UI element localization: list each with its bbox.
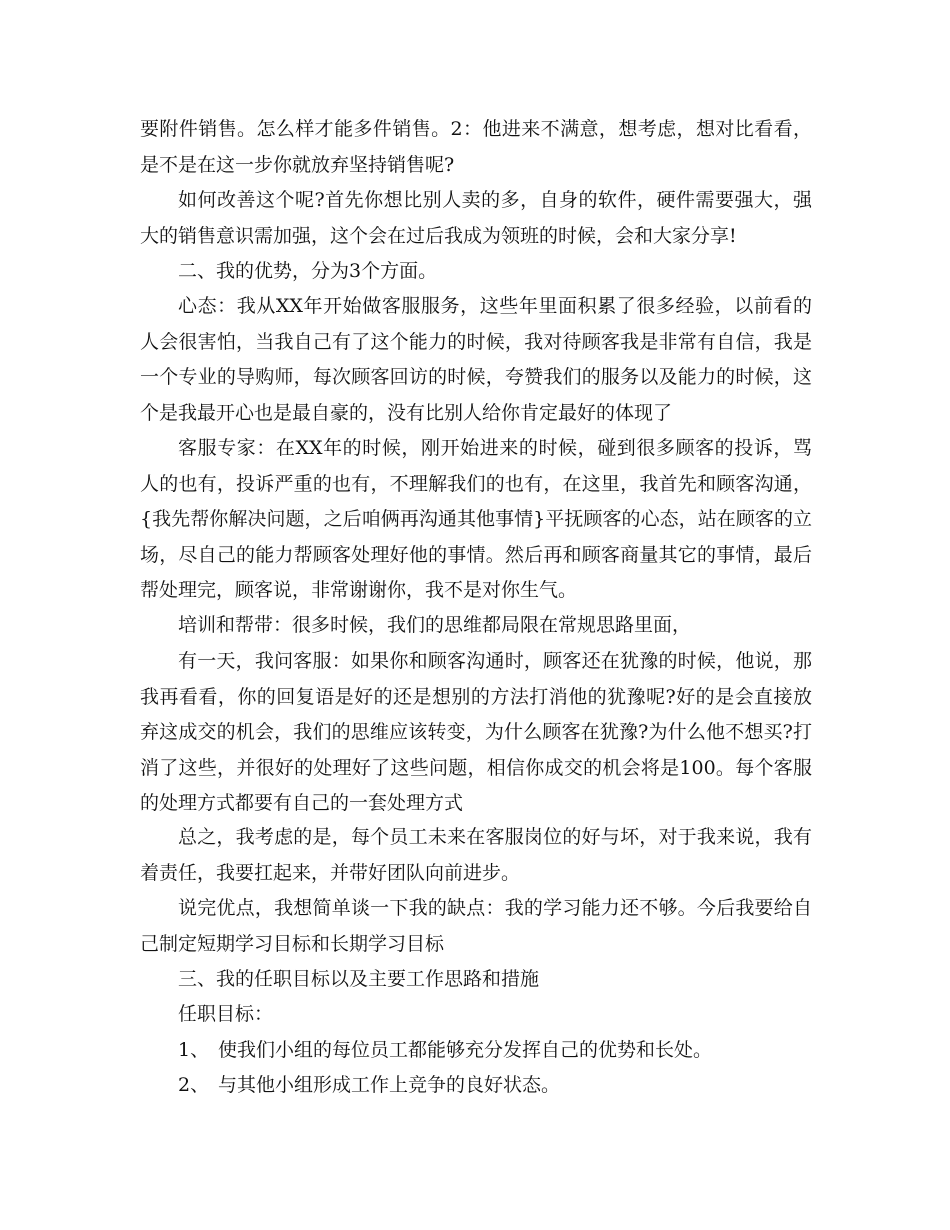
paragraph-mindset: 心态：我从XX年开始做客服服务，这些年里面积累了很多经验，以前看的人会很害怕，当我自己有了这个能力的时候，我对待顾客我是非常有自信，我是一个专业的导购师，每次顾客回访的时候，夸赞我们的服务以及能力的时候，这个是我最开心也是最自豪的，没有比别人给你肯定最好的体现了	[140, 295, 812, 424]
section-heading-goals: 三、我的任职目标以及主要工作思路和措施	[178, 968, 540, 990]
paragraph-goal-label: 任职目标：	[178, 1003, 274, 1025]
list-item	[178, 1033, 712, 1069]
paragraph-service-expert: 客服专家：在XX年的时候，刚开始进来的时候，碰到很多顾客的投诉，骂人的也有，投诉严重的也有，不理解我们的也有，在这里，我首先和顾客沟通，{我先帮你解决问题，之后咱俩再沟通其他事情}平抚顾客的心态，站在顾客的立场，尽自己的能力帮顾客处理好他的事情。然后再和顾客商量其它的事情，最后帮处理完，顾客说，非常谢谢你，我不是对你生气。	[140, 437, 812, 601]
list-text: 与其他小组形成工作上竞争的良好状态。	[218, 1074, 561, 1096]
list-number: 2、	[178, 1074, 210, 1096]
paragraph-continued: 要附件销售。怎么样才能多件销售。2：他进来不满意，想考虑，想对比看看，是不是在这一步你就放弃坚持销售呢?	[140, 118, 812, 176]
list-number: 1、	[178, 1039, 210, 1061]
list-text: 使我们小组的每位员工都能够充分发挥自己的优势和长处。	[218, 1039, 713, 1061]
paragraph-in-summary: 总之，我考虑的是，每个员工未来在客服岗位的好与坏，对于我来说，我有着责任，我要扛起来，并带好团队向前进步。	[140, 826, 812, 884]
list-item	[178, 1068, 560, 1104]
paragraph-improve: 如何改善这个呢?首先你想比别人卖的多，自身的软件，硬件需要强大，强大的销售意识需加强，这个会在过后我成为领班的时候，会和大家分享!	[140, 189, 812, 247]
paragraph-weakness: 说完优点，我想简单谈一下我的缺点：我的学习能力还不够。今后我要给自己制定短期学习目标和长期学习目标	[140, 897, 812, 955]
section-heading-advantages: 二、我的优势，分为3个方面。	[178, 260, 438, 282]
paragraph-training: 培训和帮带：很多时候，我们的思维都局限在常规思路里面，	[178, 614, 692, 636]
paragraph-one-day: 有一天，我问客服：如果你和顾客沟通时，顾客还在犹豫的时候，他说，那我再看看，你的回复语是好的还是想别的方法打消他的犹豫呢?好的是会直接放弃这成交的机会，我们的思维应该转变，为什么顾客在犹豫?为什么他不想买?打消了这些，并很好的处理好了这些问题，相信你成交的机会将是100。每个客服的处理方式都要有自己的一套处理方式	[140, 650, 812, 814]
